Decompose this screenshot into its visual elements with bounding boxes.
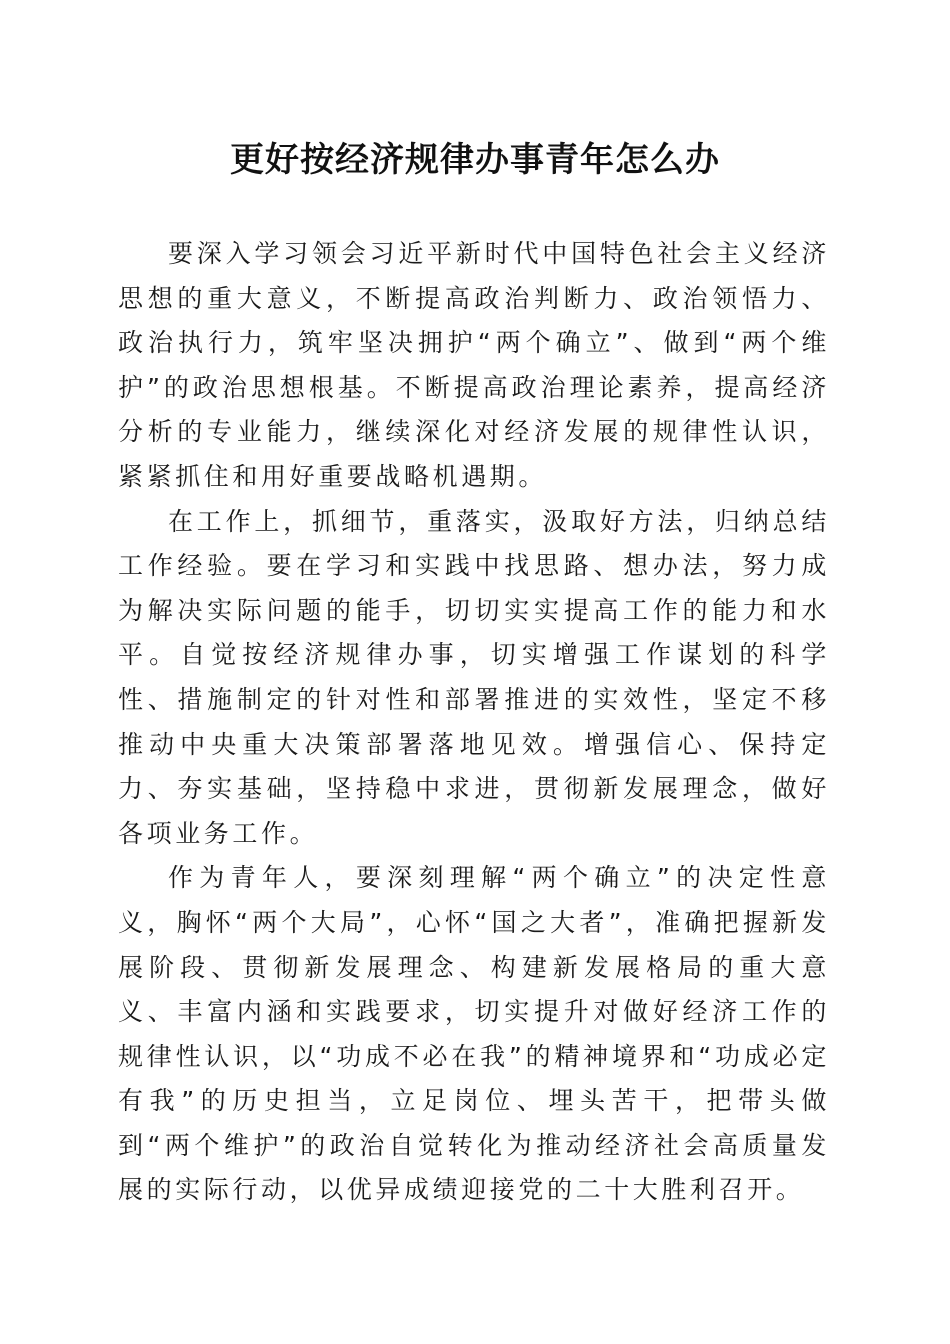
- paragraph-1: 要深入学习领会习近平新时代中国特色社会主义经济思想的重大意义，不断提高政治判断力、政治领悟力、政治执行力，筑牢坚决拥护“两个确立”、做到“两个维护”的政治思想根基。不断提高政治理论素养，提高经济分析的专业能力，继续深化对经济发展的规律性认识，紧紧抓住和用好重要战略机遇期。: [118, 239, 830, 491]
- paragraph-3: 作为青年人，要深刻理解“两个确立”的决定性意义，胸怀“两个大局”，心怀“国之大者”，准确把握新发展阶段、贯彻新发展理念、构建新发展格局的重大意义、丰富内涵和实践要求，切实提升对做好经济工作的规律性认识，以“功成不必在我”的精神境界和“功成必定有我”的历史担当，立足岗位、埋头苦干，把带头做到“两个维护”的政治自觉转化为推动经济社会高质量发展的实际行动，以优异成绩迎接党的二十大胜利召开。: [118, 863, 830, 1205]
- paragraph-2: 在工作上，抓细节，重落实，汲取好方法，归纳总结工作经验。要在学习和实践中找思路、想办法，努力成为解决实际问题的能手，切切实实提高工作的能力和水平。自觉按经济规律办事，切实增强工作谋划的科学性、措施制定的针对性和部署推进的实效性，坚定不移推动中央重大决策部署落地见效。增强信心、保持定力、夯实基础，坚持稳中求进，贯彻新发展理念，做好各项业务工作。: [118, 506, 830, 848]
- document-title: 更好按经济规律办事青年怎么办: [230, 140, 720, 180]
- document-body: [118, 232, 830, 1213]
